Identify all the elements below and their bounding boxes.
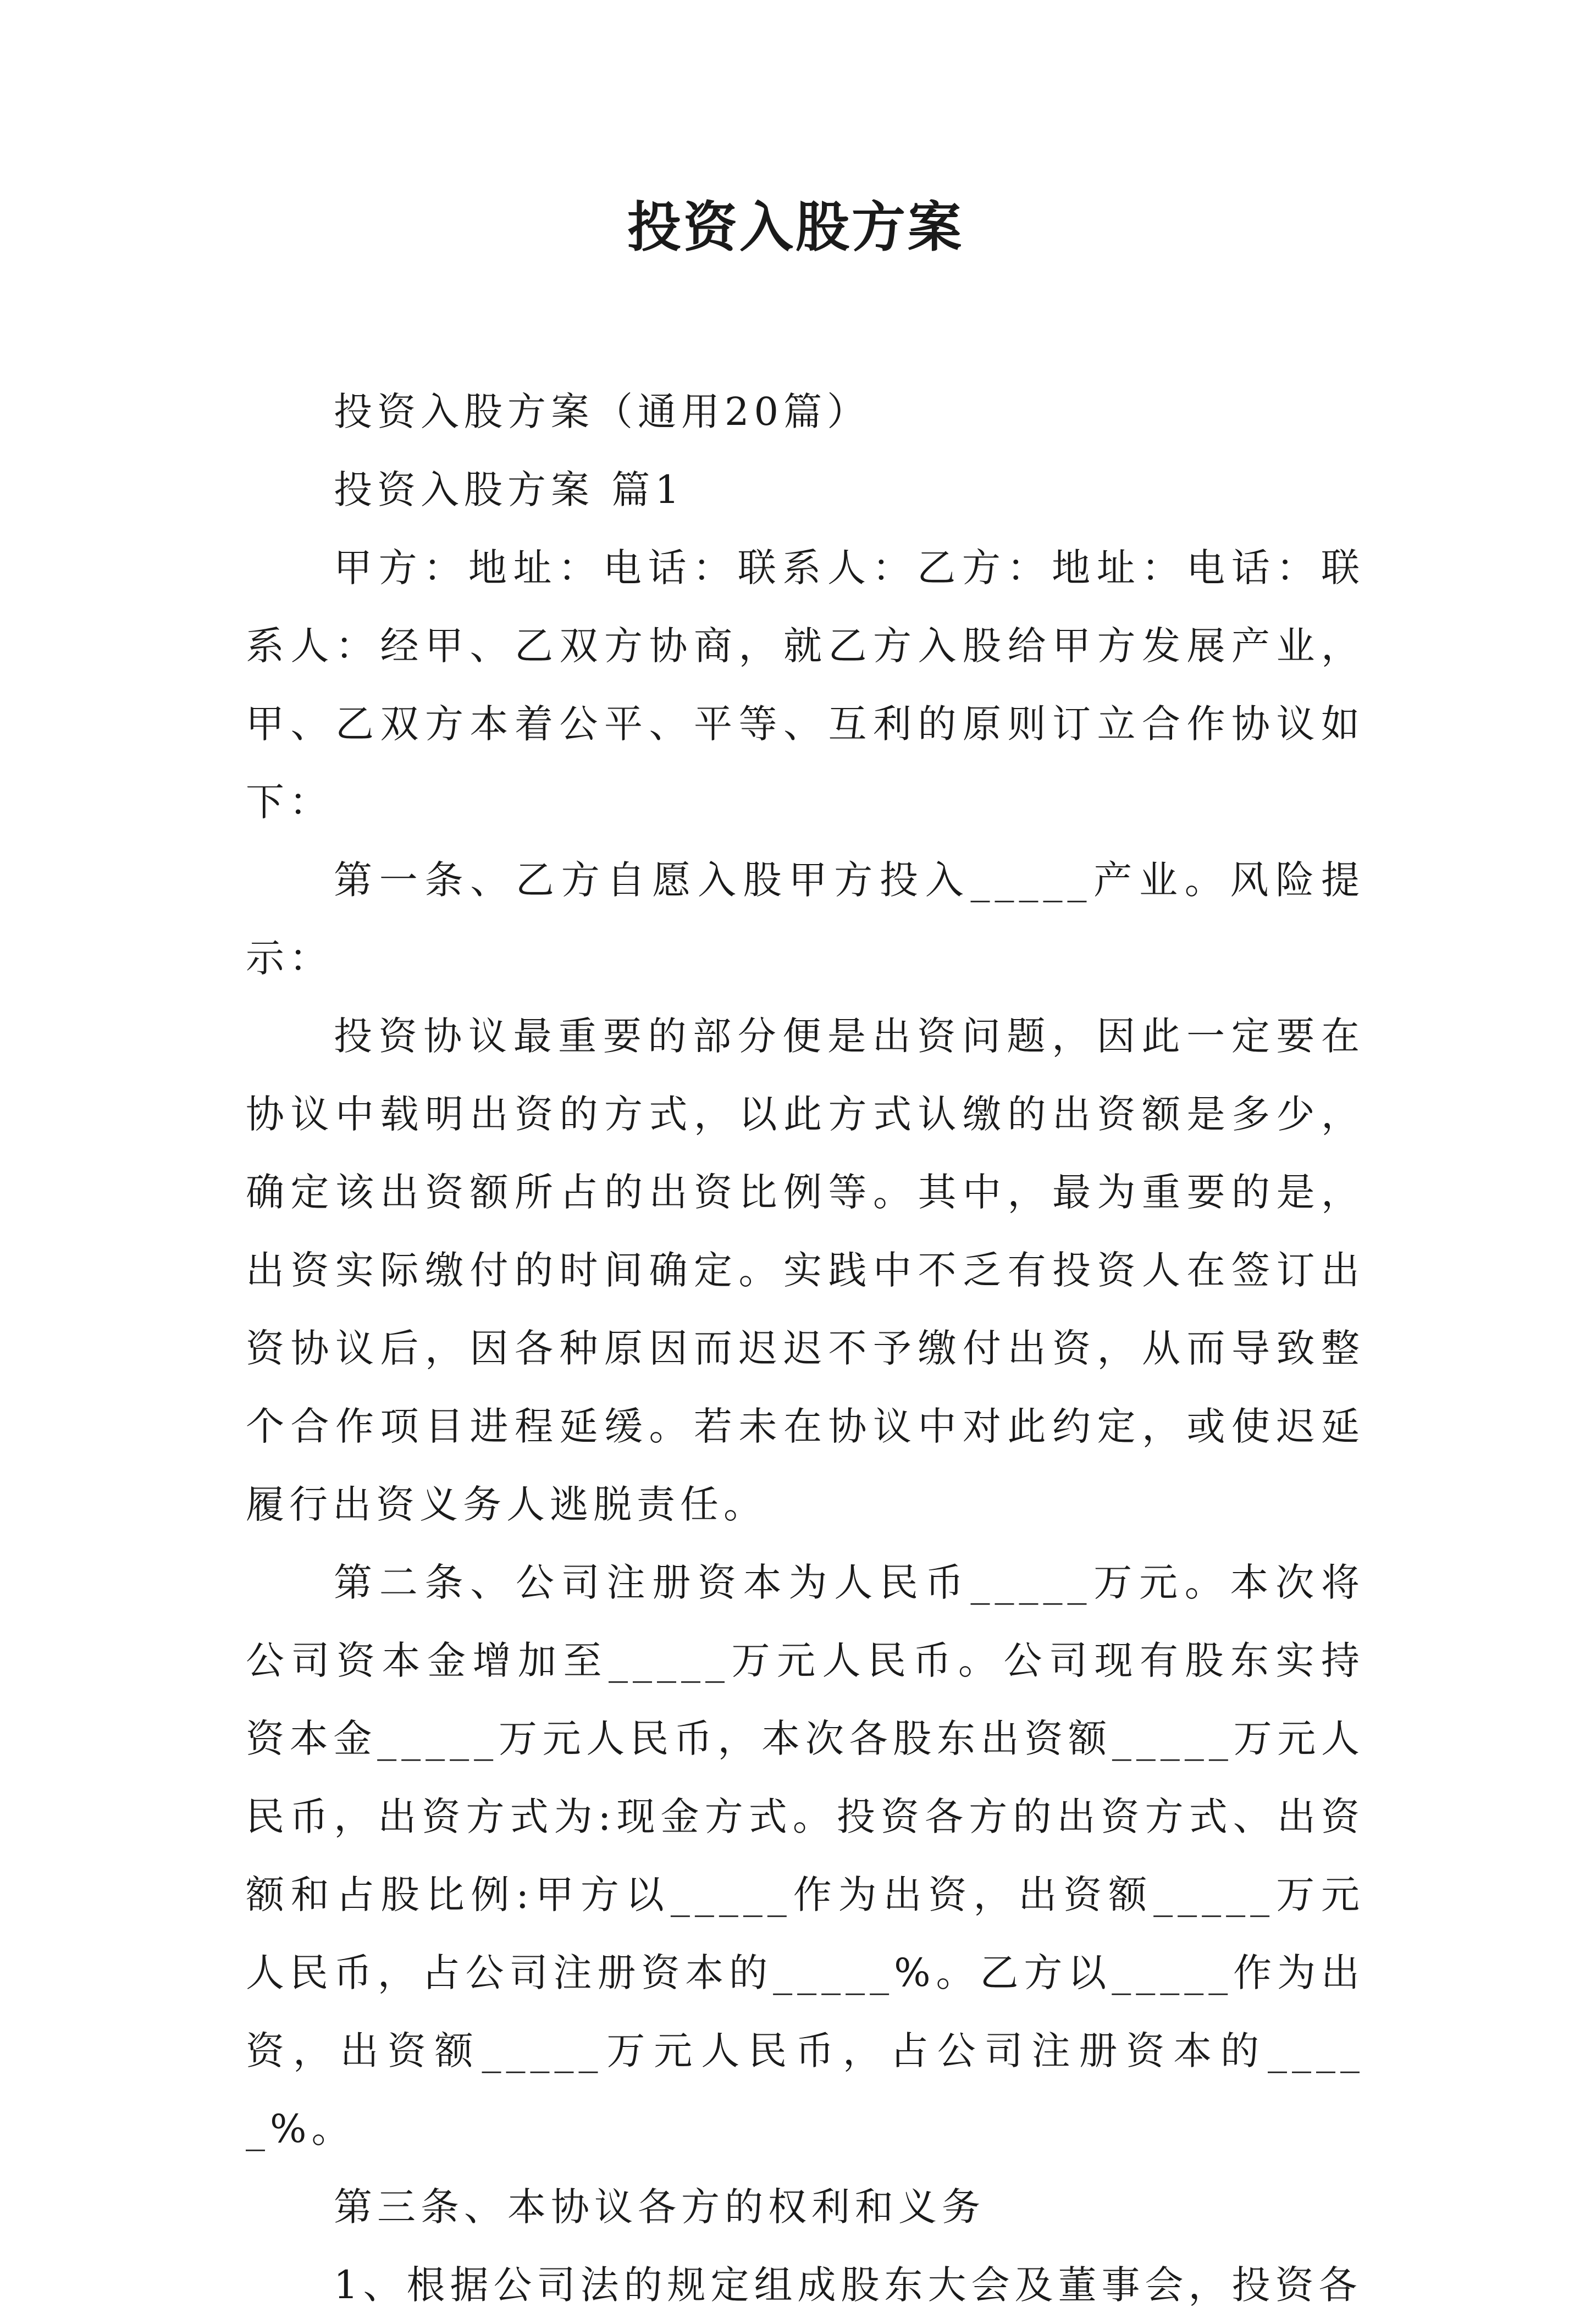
- paragraph-article-2: 第二条、公司注册资本为人民币_____万元。本次将公司资本金增加至_____万元人民币。公司现有股东实持资本金_____万元人民币，本次各股东出资额_____万元人民币，出资方式为:现金方式。投资各方的出资方式、出资额和占股比例:甲方以_____作为出资，出资额_____万元人民币，占公司注册资本的_____%。乙方以_____作为出资，出资额_____万元人民币，占公司注册资本的_____%。: [246, 1560, 1364, 2151]
- paragraph-parties: 甲方：地址：电话：联系人：乙方：地址：电话：联系人：经甲、乙双方协商，就乙方入股给甲方发展产业，甲、乙双方本着公平、平等、互利的原则订立合作协议如下：: [246, 545, 1364, 825]
- paragraph-section-heading: 投资入股方案 篇1: [334, 467, 684, 512]
- paragraph-article-3: 第三条、本协议各方的权利和义务: [334, 2184, 985, 2229]
- paragraph-risk-note: 投资协议最重要的部分便是出资问题，因此一定要在协议中载明出资的方式，以此方式认缴的出资额是多少，确定该出资额所占的出资比例等。其中，最为重要的是，出资实际缴付的时间确定。实践中不乏有投资人在签订出资协议后，因各种原因而迟迟不予缴付出资，从而导致整个合作项目进程延缓。若未在协议中对此约定，或使迟延履行出资义务人逃脱责任。: [246, 1014, 1364, 1527]
- paragraph-item-1: 1、根据公司法的规定组成股东大会及董事会，投资各: [334, 2262, 1362, 2308]
- document-title: 投资入股方案: [627, 196, 964, 259]
- paragraph-article-1: 第一条、乙方自愿入股甲方投入_____产业。风险提示：: [246, 857, 1364, 981]
- paragraph-subtitle: 投资入股方案（通用20篇）: [334, 389, 871, 434]
- document-body: [246, 373, 1364, 2324]
